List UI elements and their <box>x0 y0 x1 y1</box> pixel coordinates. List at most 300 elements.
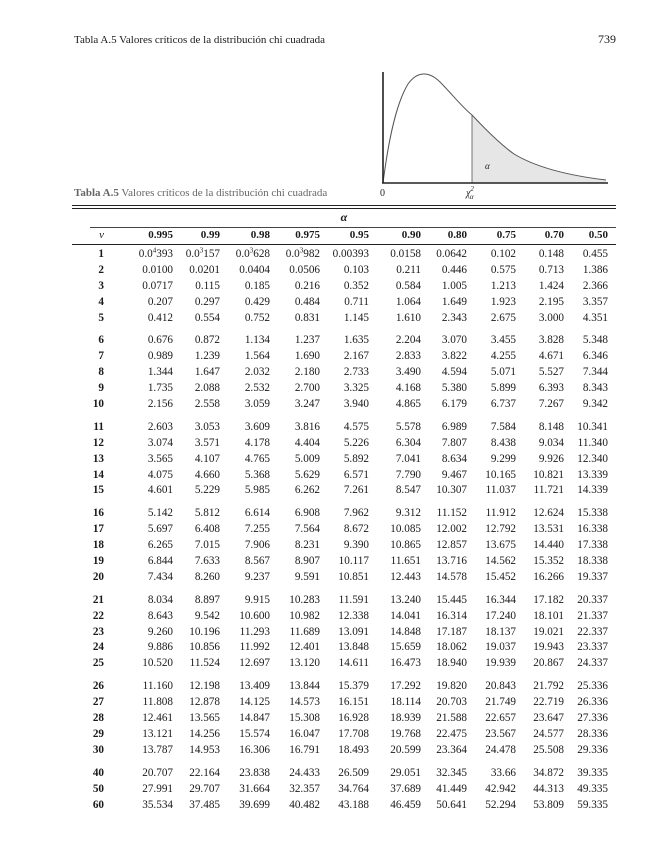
table-row <box>72 295 616 311</box>
table-cell: 14.440 <box>533 539 564 552</box>
row-nu: 30 <box>92 743 104 756</box>
table-cell: 6.989 <box>441 420 467 433</box>
table-cell: 8.634 <box>441 452 467 465</box>
table-cell: 2.603 <box>147 420 173 433</box>
table-cell: 1.735 <box>147 382 173 395</box>
table-cell: 14.578 <box>436 570 467 583</box>
table-cell: 4.351 <box>582 311 608 324</box>
table-cell: 3.053 <box>194 420 220 433</box>
table-row <box>72 468 616 484</box>
table-cell: 16.314 <box>436 609 467 622</box>
table-cell: 13.787 <box>142 743 173 756</box>
table-cell: 0.185 <box>244 279 270 292</box>
table-cell: 0.554 <box>194 311 220 324</box>
table-cell: 10.085 <box>390 523 421 536</box>
table-cell: 2.532 <box>244 382 270 395</box>
table-cell: 1.005 <box>441 279 467 292</box>
header-cell: 0.98 <box>250 229 270 241</box>
table-cell: 39.335 <box>577 766 608 779</box>
table-row <box>72 311 616 327</box>
table-cell: 28.336 <box>577 727 608 740</box>
table-cell: 8.260 <box>194 570 220 583</box>
table-cell: 24.478 <box>485 743 516 756</box>
table-cell: 7.790 <box>395 468 421 481</box>
table-cell: 3.828 <box>538 334 564 347</box>
row-nu: 19 <box>92 555 104 568</box>
table-cell: 2.675 <box>490 311 516 324</box>
row-group <box>72 420 616 499</box>
table-row <box>72 679 616 695</box>
table-cell: 14.125 <box>239 696 270 709</box>
table-cell: 14.339 <box>577 484 608 497</box>
table-row <box>72 483 616 499</box>
table-cell: 0.352 <box>343 279 369 292</box>
row-nu: 5 <box>98 311 104 324</box>
table-cell: 4.107 <box>194 452 220 465</box>
table-cell: 13.716 <box>436 555 467 568</box>
table-cell: 1.386 <box>582 263 608 276</box>
row-group <box>72 506 616 585</box>
table-cell: 0.0642 <box>436 248 467 260</box>
table-cell: 11.992 <box>239 641 270 654</box>
row-nu: 24 <box>92 641 104 654</box>
table-cell: 7.906 <box>244 539 270 552</box>
table-cell: 12.857 <box>436 539 467 552</box>
table-cell: 9.260 <box>147 625 173 638</box>
row-nu: 7 <box>98 350 104 363</box>
table-cell: $0.0^4393$ <box>138 246 173 260</box>
row-group <box>72 679 616 758</box>
table-cell: 6.304 <box>395 436 421 449</box>
table-row <box>72 420 616 436</box>
row-nu: 25 <box>92 657 104 670</box>
table-cell: 9.915 <box>244 593 270 606</box>
table-cell: 11.721 <box>533 484 564 497</box>
table-cell: 7.434 <box>147 570 173 583</box>
table-cell: 11.912 <box>485 507 516 520</box>
table-cell: 46.459 <box>390 798 421 811</box>
row-nu: 18 <box>92 539 104 552</box>
table-cell: 0.102 <box>490 248 516 260</box>
table-cell: 6.408 <box>194 523 220 536</box>
table-cell: 22.475 <box>436 727 467 740</box>
table-cell: 25.336 <box>577 680 608 693</box>
table-cell: 3.325 <box>343 382 369 395</box>
table-cell: 12.624 <box>533 507 564 520</box>
table-cell: 41.449 <box>436 782 467 795</box>
table-cell: 15.452 <box>485 570 516 583</box>
table-row <box>72 743 616 759</box>
table-cell: 0.575 <box>490 263 516 276</box>
table-row <box>72 554 616 570</box>
table-cell: 16.928 <box>338 712 369 725</box>
row-nu: 4 <box>98 295 104 308</box>
table-cell: 2.167 <box>343 350 369 363</box>
header-cell: 0.95 <box>349 229 369 241</box>
row-nu: 11 <box>93 420 104 433</box>
table-cell: 11.037 <box>485 484 516 497</box>
table-cell: 26.509 <box>338 766 369 779</box>
table-row <box>72 609 616 625</box>
table-cell: 42.942 <box>485 782 516 795</box>
table-cell: 4.075 <box>147 468 173 481</box>
table-cell: 0.148 <box>538 248 564 260</box>
table-cell: 2.156 <box>147 398 173 411</box>
table-cell: 13.675 <box>485 539 516 552</box>
table-cell: 6.908 <box>294 507 320 520</box>
table-cell: 19.768 <box>390 727 421 740</box>
table-cell: 5.697 <box>147 523 173 536</box>
header-cell: 0.50 <box>588 229 608 241</box>
table-cell: 9.542 <box>194 609 220 622</box>
row-nu: 21 <box>92 593 104 606</box>
table-cell: 0.872 <box>194 334 220 347</box>
table-cell: 3.070 <box>441 334 467 347</box>
row-nu: 22 <box>92 609 104 622</box>
table-cell: 13.121 <box>142 727 173 740</box>
table-cell: 21.337 <box>577 609 608 622</box>
table-cell: 20.337 <box>577 593 608 606</box>
table-cell: 9.342 <box>582 398 608 411</box>
table-cell: 7.255 <box>244 523 270 536</box>
table-cell: 12.002 <box>436 523 467 536</box>
table-cell: 0.584 <box>395 279 421 292</box>
table-cell: 8.907 <box>294 555 320 568</box>
table-row <box>72 397 616 413</box>
table-cell: 1.064 <box>395 295 421 308</box>
table-cell: 2.088 <box>194 382 220 395</box>
table-cell: $0.0^3628$ <box>235 246 270 260</box>
table-cell: 12.340 <box>577 452 608 465</box>
table-cell: 17.240 <box>485 609 516 622</box>
row-nu: 13 <box>92 452 104 465</box>
table-caption-text: Valores críticos de la distribución chi cuadrada <box>121 187 328 199</box>
table-cell: 7.344 <box>582 366 608 379</box>
table-cell: 23.337 <box>577 641 608 654</box>
table-cell: 14.573 <box>289 696 320 709</box>
table-cell: 12.338 <box>338 609 369 622</box>
table-cell: 19.939 <box>485 657 516 670</box>
row-nu: 50 <box>92 782 104 795</box>
table-row <box>72 381 616 397</box>
table-cell: 19.021 <box>533 625 564 638</box>
table-cell: 12.443 <box>390 570 421 583</box>
table-cell: 5.985 <box>244 484 270 497</box>
table-cell: 7.015 <box>194 539 220 552</box>
table-cell: 0.0100 <box>142 263 173 276</box>
table-cell: 2.700 <box>294 382 320 395</box>
table-cell: 6.346 <box>582 350 608 363</box>
table-cell: 16.473 <box>390 657 421 670</box>
table-cell: 6.844 <box>147 555 173 568</box>
table-cell: 3.571 <box>194 436 220 449</box>
table-cell: 0.0158 <box>390 248 421 260</box>
table-row <box>72 279 616 295</box>
alpha-area-label: α <box>485 161 490 171</box>
table-cell: 14.847 <box>239 712 270 725</box>
table-row <box>72 593 616 609</box>
table-cell: 4.594 <box>441 366 467 379</box>
table-cell: 15.659 <box>390 641 421 654</box>
row-nu: 3 <box>98 279 104 292</box>
table-cell: 14.953 <box>189 743 220 756</box>
table-cell: 2.204 <box>395 334 421 347</box>
table-cell: 12.461 <box>142 712 173 725</box>
row-nu: 12 <box>92 436 104 449</box>
table-cell: 0.211 <box>396 263 421 276</box>
row-nu: 60 <box>92 798 104 811</box>
table-cell: 17.338 <box>577 539 608 552</box>
row-group <box>72 247 616 326</box>
page-number: 739 <box>598 32 616 46</box>
table-cell: 0.207 <box>147 295 173 308</box>
table-cell: 13.531 <box>533 523 564 536</box>
table-row <box>72 695 616 711</box>
row-nu: 1 <box>98 248 104 260</box>
table-cell: 7.584 <box>490 420 516 433</box>
table-cell: 23.567 <box>485 727 516 740</box>
table-row <box>72 625 616 641</box>
table-cell: 0.216 <box>294 279 320 292</box>
table-cell: 0.484 <box>294 295 320 308</box>
table-cell: 27.991 <box>142 782 173 795</box>
table-cell: 10.982 <box>289 609 320 622</box>
table-cell: 0.103 <box>343 263 369 276</box>
table-cell: 6.571 <box>343 468 369 481</box>
chi-square-curve-svg <box>374 62 614 204</box>
table-cell: 9.926 <box>538 452 564 465</box>
table-cell: 6.179 <box>441 398 467 411</box>
alpha-rule <box>90 227 616 228</box>
table-cell: 40.482 <box>289 798 320 811</box>
table-cell: 10.283 <box>289 593 320 606</box>
table-cell: 31.664 <box>239 782 270 795</box>
table-cell: 4.671 <box>538 350 564 363</box>
table-cell: 12.792 <box>485 523 516 536</box>
row-nu: 27 <box>92 696 104 709</box>
table-cell: 3.455 <box>490 334 516 347</box>
row-nu: 15 <box>92 484 104 497</box>
row-nu: 40 <box>92 766 104 779</box>
table-cell: 11.689 <box>289 625 320 638</box>
running-head <box>74 32 616 48</box>
row-group <box>72 593 616 672</box>
table-cell: 44.313 <box>533 782 564 795</box>
header-cell: 0.70 <box>544 229 564 241</box>
table-cell: 10.821 <box>533 468 564 481</box>
table-cell: 0.831 <box>294 311 320 324</box>
table-row <box>72 506 616 522</box>
table-cell: 3.490 <box>395 366 421 379</box>
table-cell: 10.307 <box>436 484 467 497</box>
table-cell: 3.000 <box>538 311 564 324</box>
table-cell: 2.366 <box>582 279 608 292</box>
table-cell: 8.438 <box>490 436 516 449</box>
table-cell: 2.195 <box>538 295 564 308</box>
table-cell: 10.856 <box>189 641 220 654</box>
table-cell: 33.66 <box>490 766 516 779</box>
table-cell: 6.737 <box>490 398 516 411</box>
table-cell: 6.262 <box>294 484 320 497</box>
table-row <box>72 538 616 554</box>
table-cell: 2.733 <box>343 366 369 379</box>
table-cell: 29.051 <box>390 766 421 779</box>
table-cell: 50.641 <box>436 798 467 811</box>
table-cell: 53.809 <box>533 798 564 811</box>
row-nu: 6 <box>98 334 104 347</box>
table-cell: 2.558 <box>194 398 220 411</box>
table-row <box>72 436 616 452</box>
table-cell: 16.338 <box>577 523 608 536</box>
table-cell: 18.101 <box>533 609 564 622</box>
table-cell: 15.445 <box>436 593 467 606</box>
table-cell: 18.137 <box>485 625 516 638</box>
table-cell: 7.633 <box>194 555 220 568</box>
table-cell: 9.591 <box>294 570 320 583</box>
table-cell: 15.352 <box>533 555 564 568</box>
table-cell: 7.261 <box>343 484 369 497</box>
table-cell: 3.816 <box>294 420 320 433</box>
table-cell: 18.062 <box>436 641 467 654</box>
table-cell: 3.074 <box>147 436 173 449</box>
table-cell: 10.520 <box>142 657 173 670</box>
table-cell: 8.547 <box>395 484 421 497</box>
critical-value-label: $\chi^2$ α <box>466 185 474 201</box>
table-cell: 4.575 <box>343 420 369 433</box>
header-cell: 0.90 <box>401 229 421 241</box>
table-cell: 1.564 <box>244 350 270 363</box>
table-cell: 21.588 <box>436 712 467 725</box>
table-cell: 4.404 <box>294 436 320 449</box>
table-cell: 10.117 <box>338 555 369 568</box>
table-cell: 13.565 <box>189 712 220 725</box>
table-cell: 25.508 <box>533 743 564 756</box>
table-cell: 1.237 <box>294 334 320 347</box>
table-cell: 11.651 <box>390 555 421 568</box>
table-cell: 6.614 <box>244 507 270 520</box>
table-cell: 10.341 <box>577 420 608 433</box>
table-cell: 13.848 <box>338 641 369 654</box>
table-cell: 24.433 <box>289 766 320 779</box>
table-cell: 0.412 <box>147 311 173 324</box>
table-cell: 16.266 <box>533 570 564 583</box>
table-cell: 8.897 <box>194 593 220 606</box>
table-cell: 6.393 <box>538 382 564 395</box>
table-cell: 34.764 <box>338 782 369 795</box>
table-row <box>72 333 616 349</box>
table-cell: 5.380 <box>441 382 467 395</box>
table-cell: 5.527 <box>538 366 564 379</box>
table-cell: 8.672 <box>343 523 369 536</box>
table-row <box>72 727 616 743</box>
table-cell: 5.142 <box>147 507 173 520</box>
table-cell: 0.752 <box>244 311 270 324</box>
table-cell: 7.564 <box>294 523 320 536</box>
table-cell: 3.609 <box>244 420 270 433</box>
table-cell: 11.808 <box>142 696 173 709</box>
table-cell: 4.765 <box>244 452 270 465</box>
header-rule <box>72 244 616 245</box>
table-cell: 0.455 <box>582 248 608 260</box>
table-cell: 13.120 <box>289 657 320 670</box>
row-nu: 14 <box>92 468 104 481</box>
table-cell: 3.059 <box>244 398 270 411</box>
table-cell: 12.401 <box>289 641 320 654</box>
table-cell: 10.851 <box>338 570 369 583</box>
table-row <box>72 766 616 782</box>
table-row <box>72 452 616 468</box>
table-cell: 17.708 <box>338 727 369 740</box>
table-cell: 18.114 <box>390 696 421 709</box>
header-cell: 0.99 <box>200 229 220 241</box>
alpha-symbol: α <box>340 210 348 224</box>
row-group <box>72 766 616 814</box>
table-cell: 1.145 <box>343 311 369 324</box>
top-rule-thin <box>72 208 616 209</box>
table-cell: 18.493 <box>338 743 369 756</box>
header-cell: 0.995 <box>148 229 173 241</box>
table-cell: 4.601 <box>147 484 173 497</box>
table-cell: 20.867 <box>533 657 564 670</box>
table-cell: 22.337 <box>577 625 608 638</box>
table-cell: 10.165 <box>485 468 516 481</box>
header-cell: 0.80 <box>447 229 467 241</box>
table-cell: 7.807 <box>441 436 467 449</box>
table-cell: 20.703 <box>436 696 467 709</box>
table-cell: 18.939 <box>390 712 421 725</box>
table-cell: 4.255 <box>490 350 516 363</box>
table-cell: 9.886 <box>147 641 173 654</box>
table-row <box>72 570 616 586</box>
table-cell: 3.247 <box>294 398 320 411</box>
table-cell: 27.336 <box>577 712 608 725</box>
table-cell: 49.335 <box>577 782 608 795</box>
table-cell: 10.196 <box>189 625 220 638</box>
table-cell: 8.567 <box>244 555 270 568</box>
table-row <box>72 247 616 263</box>
table-cell: 19.820 <box>436 680 467 693</box>
table-cell: 16.047 <box>289 727 320 740</box>
table-cell: 22.657 <box>485 712 516 725</box>
table-cell: 52.294 <box>485 798 516 811</box>
table-cell: 1.424 <box>538 279 564 292</box>
table-body <box>72 247 616 820</box>
table-cell: 8.034 <box>147 593 173 606</box>
table-row <box>72 782 616 798</box>
table-cell: 37.689 <box>390 782 421 795</box>
table-cell: 0.00393 <box>332 248 369 260</box>
table-row <box>72 711 616 727</box>
table-cell: 9.390 <box>343 539 369 552</box>
table-cell: 5.899 <box>490 382 516 395</box>
table-cell: 20.707 <box>142 766 173 779</box>
table-cell: 4.178 <box>244 436 270 449</box>
table-cell: 19.037 <box>485 641 516 654</box>
table-cell: 37.485 <box>189 798 220 811</box>
table-row <box>72 798 616 814</box>
table-cell: 15.574 <box>239 727 270 740</box>
table-cell: 23.647 <box>533 712 564 725</box>
table-row <box>72 656 616 672</box>
table-cell: 8.148 <box>538 420 564 433</box>
table-cell: 5.629 <box>294 468 320 481</box>
table-cell: 3.940 <box>343 398 369 411</box>
table-cell: 1.239 <box>194 350 220 363</box>
row-nu: 17 <box>92 523 104 536</box>
table-cell: 0.0717 <box>142 279 173 292</box>
table-cell: 17.182 <box>533 593 564 606</box>
table-cell: 16.791 <box>289 743 320 756</box>
